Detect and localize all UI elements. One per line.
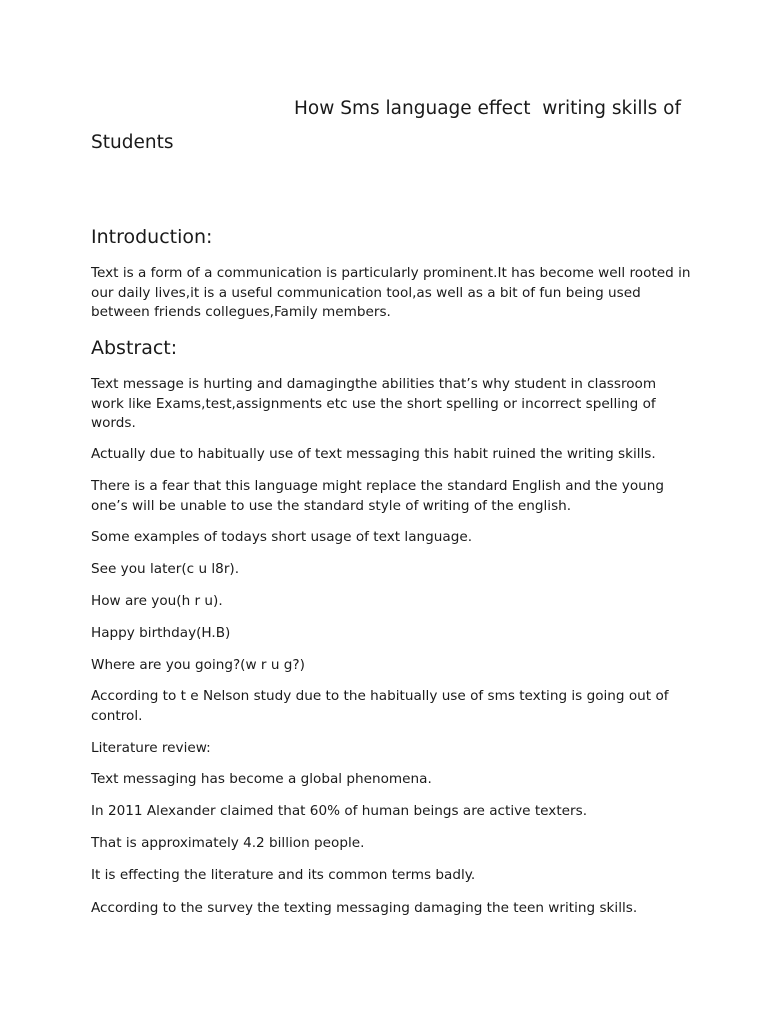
abstract-paragraph: That is approximately 4.2 billion people. bbox=[91, 835, 365, 851]
abstract-paragraph: There is a fear that this language might replace the standard English and the young one’s will be unable to use the standard style of writing of the english. bbox=[91, 478, 665, 514]
document-title: How Sms language effect writing skills of Students bbox=[91, 98, 687, 153]
abstract-paragraph: See you later(c u l8r). bbox=[91, 561, 240, 577]
introduction-paragraph: Text is a form of a communication is particularly prominent.It has become well rooted in our daily lives,it is a useful communication tool,as well as a bit of fun being used between friends collegues,Family members. bbox=[91, 265, 691, 320]
abstract-paragraph: In 2011 Alexander claimed that 60% of human beings are active texters. bbox=[91, 803, 588, 819]
abstract-paragraph: How are you(h r u). bbox=[91, 593, 223, 609]
abstract-paragraph: Some examples of todays short usage of text language. bbox=[91, 529, 473, 545]
abstract-paragraph: Happy birthday(H.B) bbox=[91, 625, 231, 641]
literature-review-label: Literature review: bbox=[91, 740, 211, 756]
abstract-paragraph: Where are you going?(w r u g?) bbox=[91, 657, 305, 673]
abstract-paragraph: Actually due to habitually use of text messaging this habit ruined the writing skills. bbox=[91, 446, 656, 462]
abstract-paragraph: According to t e Nelson study due to the habitually use of sms texting is going out of control. bbox=[91, 688, 669, 724]
abstract-paragraph: Text messaging has become a global phenomena. bbox=[91, 771, 432, 787]
abstract-paragraph: According to the survey the texting messaging damaging the teen writing skills. bbox=[91, 900, 638, 916]
abstract-paragraph: Text message is hurting and damagingthe abilities that’s why student in classroom work like Exams,test,assignments etc use the short spelling or incorrect spelling of words. bbox=[91, 376, 657, 431]
abstract-heading: Abstract: bbox=[91, 337, 178, 359]
introduction-heading: Introduction: bbox=[91, 226, 213, 248]
abstract-paragraph: It is effecting the literature and its common terms badly. bbox=[91, 867, 476, 883]
